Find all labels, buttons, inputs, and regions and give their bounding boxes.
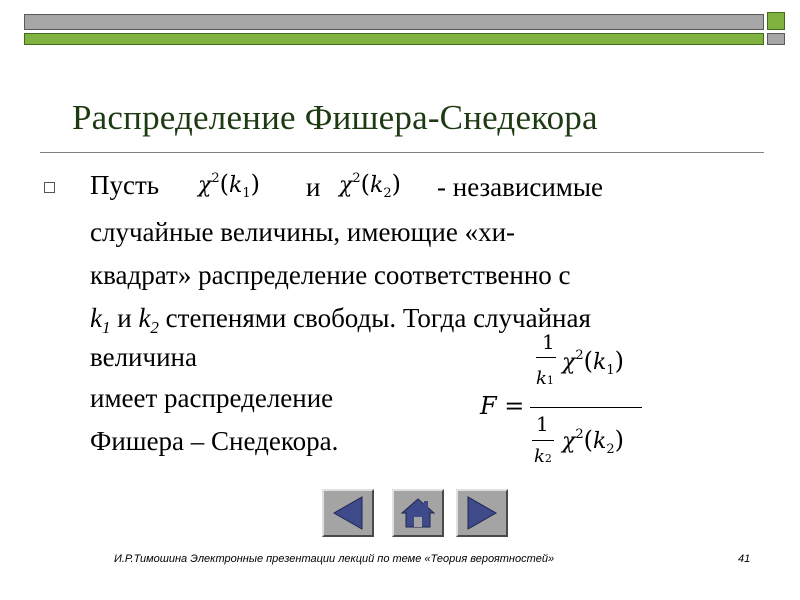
- fisher-formula: [472, 330, 672, 490]
- top-gray-bar: [24, 14, 764, 30]
- numerator-k1: k1: [536, 368, 554, 389]
- text-line-4: $k_1$ и $k_2$ степенями свободы. Тогда случайная: [90, 303, 591, 337]
- home-button[interactable]: [392, 489, 444, 537]
- text-line-5: величина: [90, 342, 197, 372]
- formula-lhs: F =: [480, 392, 525, 420]
- next-slide-button[interactable]: [456, 489, 508, 537]
- triangle-left-icon: [324, 491, 372, 535]
- text-line-3: квадрат» распределение соответственно с: [90, 260, 571, 290]
- corner-gray-square: [767, 33, 785, 45]
- text-line-2: случайные величины, имеющие «хи-: [90, 217, 516, 247]
- main-fraction-line: [530, 407, 642, 408]
- numerator-fraction-line: [536, 357, 556, 358]
- footer-text: И.Р.Тимошина Электронные презентации лекций по теме «Теория вероятностей»: [114, 553, 555, 565]
- text-line-7: Фишера – Снедекора.: [90, 426, 339, 456]
- triangle-right-icon: [458, 491, 506, 535]
- top-green-bar: [24, 33, 764, 45]
- corner-green-square: [767, 12, 785, 30]
- bullet-square-icon: [44, 182, 55, 193]
- text-line-1-start: Пусть: [90, 170, 160, 200]
- text-line-1-end: - независимые: [437, 172, 603, 202]
- numerator-one: 1: [542, 330, 555, 354]
- text-line-6: имеет распределение: [90, 383, 334, 413]
- slide-title: Распределение Фишера-Снедекора: [72, 98, 598, 137]
- page-number: 41: [738, 553, 751, 565]
- denominator-fraction-line: [532, 440, 554, 441]
- denominator-chi-square: $\chi^2(k_2)$: [562, 426, 624, 457]
- denominator-k2: k2: [534, 446, 552, 467]
- denominator-one: 1: [536, 412, 549, 436]
- chi-square-k2: $\chi^2(k_2)$: [339, 170, 401, 201]
- chi-square-k1: $\chi^2(k_1)$: [198, 170, 260, 201]
- text-line-1-and: и: [306, 172, 321, 202]
- home-icon: [394, 491, 442, 535]
- numerator-chi-square: $\chi^2(k_1)$: [562, 347, 624, 378]
- title-divider: [40, 152, 764, 153]
- previous-slide-button[interactable]: [322, 489, 374, 537]
